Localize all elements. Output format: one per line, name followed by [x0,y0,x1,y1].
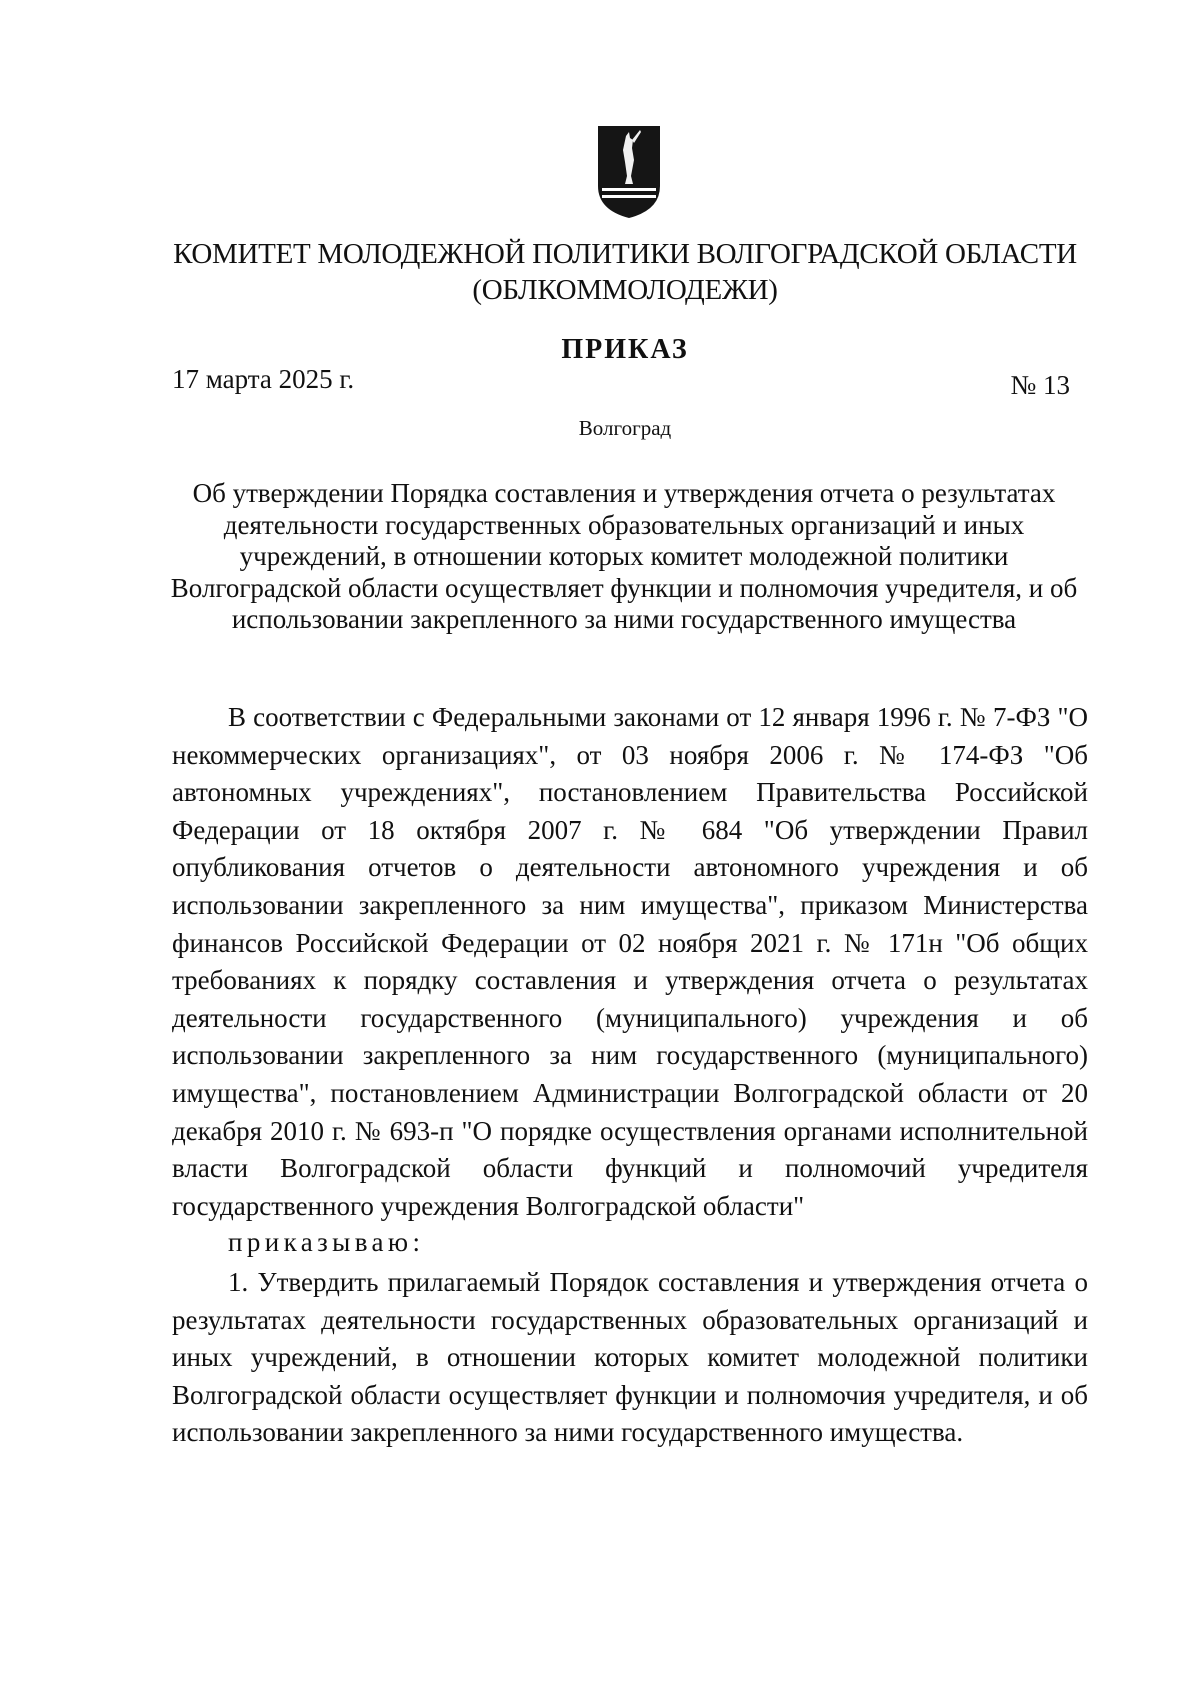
org-name-line2: (ОБЛКОММОЛОДЕЖИ) [472,274,778,306]
document-type: ПРИКАЗ [561,334,689,365]
document-city: Волгоград [578,416,672,440]
order-item-1: 1. Утвердить прилагаемый Порядок составления и утверждения отчета о результатах деятельности государственных образовательных организаций и иных учреждений, в отношении которых комитет молодежной политики Волгоградской области осуществляет функции и полномочия учредителя, и об использовании закрепленного за ними государственного имущества. [172,1267,1088,1448]
document-date: 17 марта 2025 г. [172,364,355,394]
volgograd-coat-of-arms-icon [596,126,662,218]
order-word: приказываю: [228,1227,425,1257]
document-number: № 13 [1010,370,1070,400]
org-name-line1: КОМИТЕТ МОЛОДЕЖНОЙ ПОЛИТИКИ ВОЛГОГРАДСКОЙ ОБЛАСТИ [173,238,1077,270]
document-title: Об утверждении Порядка составления и утверждения отчета о результатах деятельности государственных образовательных организаций и иных учреждений, в отношении которых комитет молодежной политики Волгоградской области осуществляет функции и полномочия учредителя, и об использовании закрепленного за ними государственного имущества [170,478,1078,634]
preamble-paragraph: В соответствии с Федеральными законами от 12 января 1996 г. № 7-ФЗ "О некоммерческих организациях", от 03 ноября 2006 г. № 174-ФЗ "Об автономных учреждениях", постановлением Правительства Российской Федерации от 18 октября 2007 г. № 684 "Об утверждении Правил опубликования отчетов о деятельности автономного учреждения и об использовании закрепленного за ним имущества", приказом Министерства финансов Российской Федерации от 02 ноября 2021 г. № 171н "Об общих требованиях к порядку составления и утверждения отчета о результатах деятельности государственного (муниципального) учреждения и об использовании закрепленного за ним государственного (муниципального) имущества", постановлением Администрации Волгоградской области от 20 декабря 2010 г. № 693-п "О порядке осуществления органами исполнительной власти Волгоградской области функций и полномочий учредителя государственного учреждения Волгоградской области" [172,702,1088,1221]
